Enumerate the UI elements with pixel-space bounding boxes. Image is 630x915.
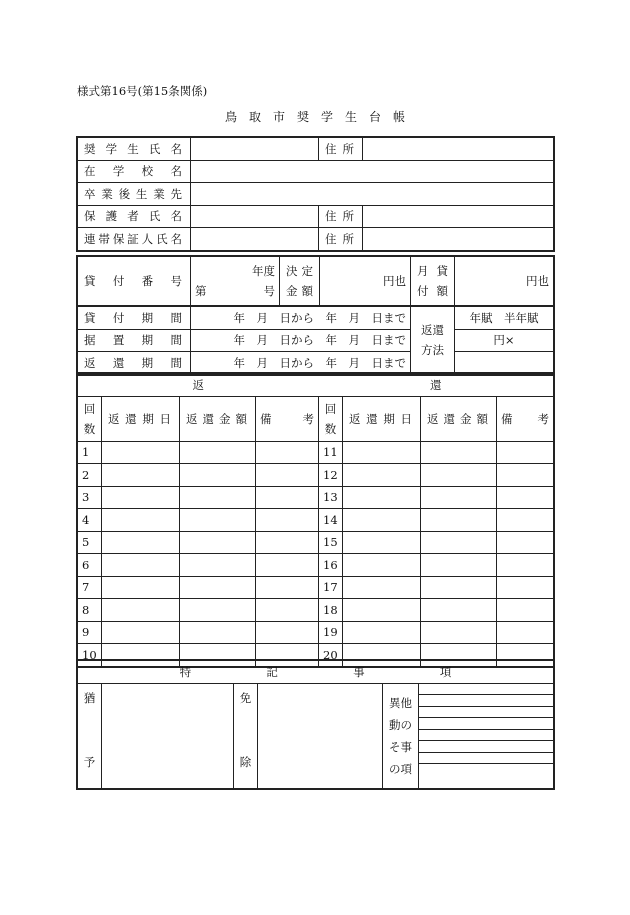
monthly-amount-label: 月貸 付額 xyxy=(411,257,455,306)
loan-number-field[interactable] xyxy=(191,257,280,306)
amount-cell[interactable] xyxy=(180,531,256,554)
student-name-field[interactable] xyxy=(191,138,319,161)
note-cell[interactable] xyxy=(256,531,319,554)
ruled-line[interactable] xyxy=(419,707,553,719)
student-address-label: 住所 xyxy=(319,138,363,161)
row-number: 9 xyxy=(78,621,102,644)
due-date-header: 返還期日 xyxy=(102,396,180,441)
row-number: 3 xyxy=(78,486,102,509)
note-cell[interactable] xyxy=(256,599,319,622)
grace-period-label: 据置期間 xyxy=(78,329,191,352)
title-char: 鳥 xyxy=(224,110,237,124)
dai-label: 第 xyxy=(195,284,207,298)
table-row xyxy=(78,621,554,644)
note-header: 備 考 xyxy=(256,396,319,441)
table-row xyxy=(78,486,554,509)
row-number: 13 xyxy=(319,486,343,509)
guarantor-address-label: 住所 xyxy=(319,228,363,251)
due-date-cell[interactable] xyxy=(343,599,421,622)
repay-period-field[interactable]: 年 月 日から 年 月 日まで xyxy=(191,352,411,375)
grace-period-field[interactable]: 年 月 日から 年 月 日まで xyxy=(191,329,411,352)
note-header: 備 考 xyxy=(497,396,554,441)
decided-amount-field[interactable]: 円也 xyxy=(320,257,411,306)
row-number: 1 xyxy=(78,441,102,464)
ruled-line[interactable] xyxy=(419,730,553,742)
row-number: 16 xyxy=(319,554,343,577)
special-notes-section xyxy=(76,659,555,790)
exempt-label: 免 除 xyxy=(234,683,258,788)
school-label: 在学校名 xyxy=(78,160,191,183)
repay-method-label: 返還 方法 xyxy=(411,307,455,375)
title-char: 学 xyxy=(321,110,334,124)
repayment-schedule-section xyxy=(76,372,555,668)
note-cell[interactable] xyxy=(497,554,554,577)
due-date-cell[interactable] xyxy=(102,621,180,644)
table-row xyxy=(78,599,554,622)
note-cell[interactable] xyxy=(497,531,554,554)
row-number: 18 xyxy=(319,599,343,622)
amount-cell[interactable] xyxy=(421,554,497,577)
personal-info-section xyxy=(76,136,555,252)
row-number: 20 xyxy=(319,644,343,667)
note-cell[interactable] xyxy=(256,441,319,464)
repay-period-label: 返還期間 xyxy=(78,352,191,375)
ruled-line[interactable] xyxy=(419,741,553,753)
table-row xyxy=(78,576,554,599)
amount-cell[interactable] xyxy=(421,486,497,509)
ruled-line[interactable] xyxy=(419,764,553,775)
due-date-cell[interactable] xyxy=(343,464,421,487)
row-number: 19 xyxy=(319,621,343,644)
due-date-header: 返還期日 xyxy=(343,396,421,441)
note-cell[interactable] xyxy=(497,599,554,622)
note-cell[interactable] xyxy=(497,509,554,532)
loan-period-label: 貸付期間 xyxy=(78,307,191,330)
title-char: 台 xyxy=(369,110,382,124)
note-cell[interactable] xyxy=(256,621,319,644)
due-date-cell[interactable] xyxy=(102,509,180,532)
table-row xyxy=(78,509,554,532)
due-date-cell[interactable] xyxy=(102,576,180,599)
row-number: 5 xyxy=(78,531,102,554)
title-char: 生 xyxy=(345,110,358,124)
ruled-line[interactable] xyxy=(419,753,553,765)
table-row xyxy=(78,531,554,554)
amount-cell[interactable] xyxy=(180,486,256,509)
employer-field[interactable] xyxy=(191,183,554,206)
note-cell[interactable] xyxy=(256,486,319,509)
loan-section xyxy=(76,255,555,376)
amount-cell[interactable] xyxy=(421,531,497,554)
due-date-cell[interactable] xyxy=(343,441,421,464)
amount-cell[interactable] xyxy=(180,599,256,622)
amount-cell[interactable] xyxy=(180,464,256,487)
due-date-cell[interactable] xyxy=(343,531,421,554)
row-number: 10 xyxy=(78,644,102,667)
special-notes-header: 特 記 事 項 xyxy=(78,661,554,684)
guardian-name-label: 保護者氏名 xyxy=(78,205,191,228)
row-number: 4 xyxy=(78,509,102,532)
title-char: 奨 xyxy=(296,110,309,124)
document-title xyxy=(0,108,630,125)
due-date-cell[interactable] xyxy=(343,621,421,644)
amount-header: 返還金額 xyxy=(421,396,497,441)
due-date-cell[interactable] xyxy=(343,576,421,599)
amount-cell[interactable] xyxy=(180,621,256,644)
loan-number-label: 貸付番号 xyxy=(78,257,191,306)
guarantor-address-field[interactable] xyxy=(363,228,554,251)
other-changes-field[interactable] xyxy=(419,683,554,788)
due-date-cell[interactable] xyxy=(102,531,180,554)
amount-header: 返還金額 xyxy=(180,396,256,441)
other-changes-label: 異他 動の そ事 の項 xyxy=(383,683,419,788)
count-header: 回 数 xyxy=(319,396,343,441)
amount-cell[interactable] xyxy=(421,621,497,644)
go-label: 号 xyxy=(263,284,275,298)
note-cell[interactable] xyxy=(497,441,554,464)
student-name-label: 奨学生氏名 xyxy=(78,138,191,161)
decided-amount-label: 決定 金額 xyxy=(280,257,320,306)
student-address-field[interactable] xyxy=(363,138,554,161)
row-number: 15 xyxy=(319,531,343,554)
amount-cell[interactable] xyxy=(421,509,497,532)
title-char: 市 xyxy=(272,110,285,124)
table-row xyxy=(78,441,554,464)
ruled-line[interactable] xyxy=(419,695,553,707)
repay-header-right: 還 xyxy=(319,374,554,397)
table-row xyxy=(78,554,554,577)
school-field[interactable] xyxy=(191,160,554,183)
note-cell[interactable] xyxy=(256,576,319,599)
repay-method-amount[interactable]: 円× xyxy=(455,329,554,352)
monthly-amount-field[interactable]: 円也 xyxy=(455,257,554,306)
due-date-cell[interactable] xyxy=(343,486,421,509)
ruled-line[interactable] xyxy=(419,684,553,696)
note-cell[interactable] xyxy=(497,621,554,644)
note-cell[interactable] xyxy=(256,509,319,532)
row-number: 2 xyxy=(78,464,102,487)
title-char: 取 xyxy=(248,110,261,124)
amount-cell[interactable] xyxy=(180,554,256,577)
note-cell[interactable] xyxy=(497,576,554,599)
amount-cell[interactable] xyxy=(180,441,256,464)
amount-cell[interactable] xyxy=(421,576,497,599)
row-number: 12 xyxy=(319,464,343,487)
row-number: 14 xyxy=(319,509,343,532)
row-number: 17 xyxy=(319,576,343,599)
amount-cell[interactable] xyxy=(180,509,256,532)
ruled-line[interactable] xyxy=(419,718,553,730)
row-number: 6 xyxy=(78,554,102,577)
note-cell[interactable] xyxy=(256,554,319,577)
form-number: 様式第16号(第15条関係) xyxy=(77,84,208,98)
due-date-cell[interactable] xyxy=(343,554,421,577)
deferral-field[interactable] xyxy=(102,683,234,788)
loan-period-field[interactable]: 年 月 日から 年 月 日まで xyxy=(191,307,411,330)
repay-header-left: 返 xyxy=(78,374,319,397)
table-row xyxy=(78,464,554,487)
repay-method-installment[interactable]: 年賦 半年賦 xyxy=(455,307,554,330)
guardian-address-label: 住所 xyxy=(319,205,363,228)
due-date-cell[interactable] xyxy=(343,509,421,532)
row-number: 7 xyxy=(78,576,102,599)
employer-label: 卒業後生業先 xyxy=(78,183,191,206)
title-char: 帳 xyxy=(393,110,406,124)
guardian-name-field[interactable] xyxy=(191,205,319,228)
guarantor-name-label: 連帯保証人氏名 xyxy=(78,228,191,251)
row-number: 11 xyxy=(319,441,343,464)
deferral-label: 猶 予 xyxy=(78,683,102,788)
due-date-cell[interactable] xyxy=(102,599,180,622)
guarantor-name-field[interactable] xyxy=(191,228,319,251)
due-date-cell[interactable] xyxy=(102,554,180,577)
amount-cell[interactable] xyxy=(421,464,497,487)
guardian-address-field[interactable] xyxy=(363,205,554,228)
year-label: 年度 xyxy=(252,264,275,278)
due-date-cell[interactable] xyxy=(102,441,180,464)
amount-cell[interactable] xyxy=(180,576,256,599)
repay-method-blank[interactable] xyxy=(455,352,554,375)
exempt-field[interactable] xyxy=(258,683,383,788)
amount-cell[interactable] xyxy=(421,441,497,464)
note-cell[interactable] xyxy=(497,464,554,487)
amount-cell[interactable] xyxy=(421,599,497,622)
count-header: 回 数 xyxy=(78,396,102,441)
note-cell[interactable] xyxy=(497,486,554,509)
row-number: 8 xyxy=(78,599,102,622)
due-date-cell[interactable] xyxy=(102,464,180,487)
note-cell[interactable] xyxy=(256,464,319,487)
due-date-cell[interactable] xyxy=(102,486,180,509)
